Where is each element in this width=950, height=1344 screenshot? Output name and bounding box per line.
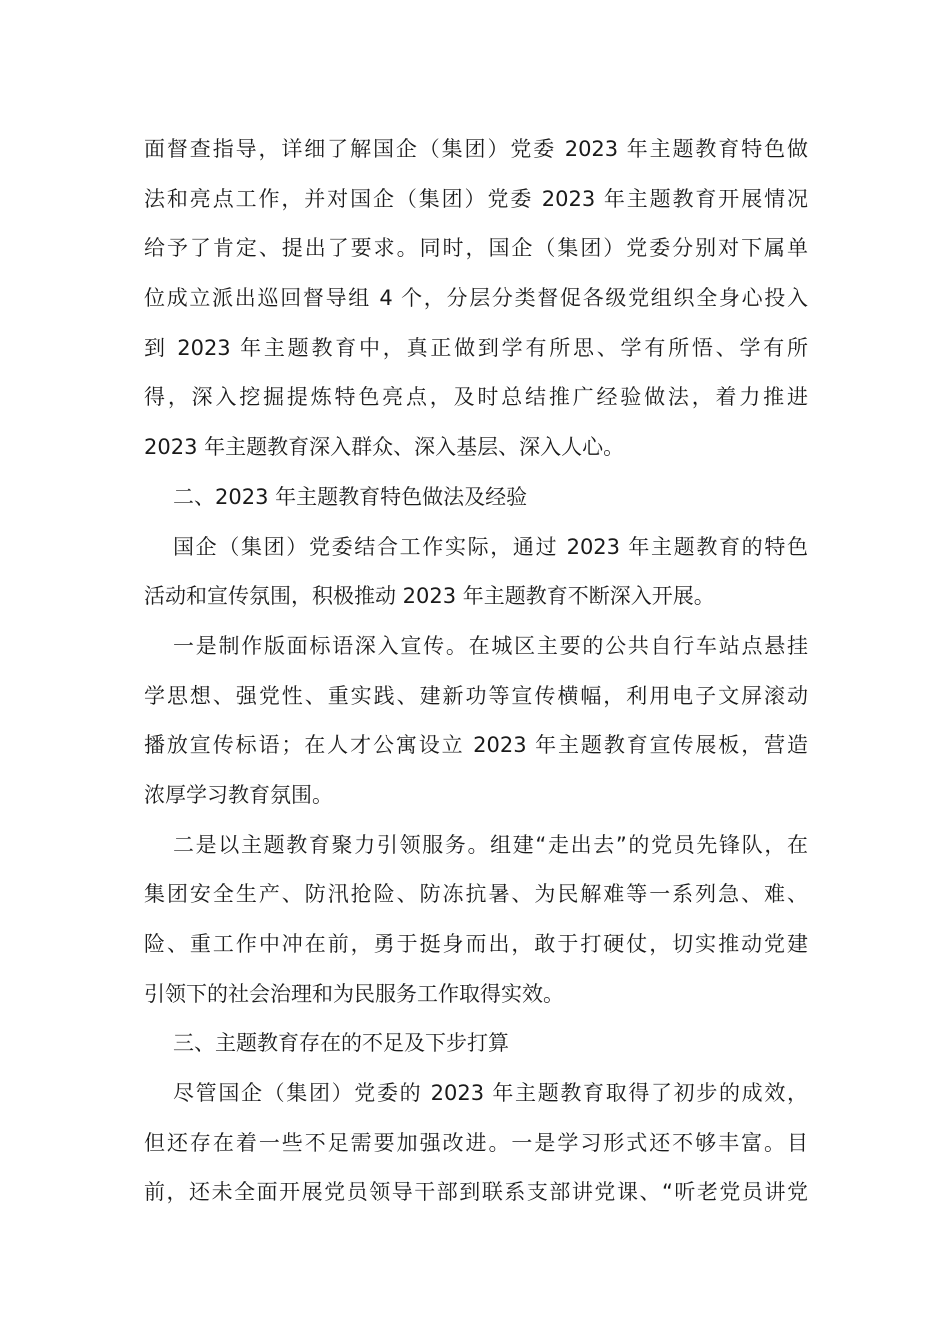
paragraph-line: 位成立派出巡回督导组 4 个，分层分类督促各级党组织全身心投入 xyxy=(144,286,808,311)
paragraph-line: 学思想、强党性、重实践、建新功等宣传横幅，利用电子文屏滚动 xyxy=(144,683,808,708)
paragraph-line: 到 2023 年主题教育中，真正做到学有所思、学有所悟、学有所 xyxy=(144,335,808,360)
section-heading: 二、2023 年主题教育特色做法及经验 xyxy=(173,484,528,509)
paragraph-line: 但还存在着一些不足需要加强改进。一是学习形式还不够丰富。目 xyxy=(144,1130,808,1155)
paragraph-line: 2023 年主题教育深入群众、深入基层、深入人心。 xyxy=(144,435,625,460)
paragraph-line: 尽管国企（集团）党委的 2023 年主题教育取得了初步的成效， xyxy=(173,1081,808,1106)
document-body xyxy=(144,125,808,1218)
paragraph-line: 给予了肯定、提出了要求。同时，国企（集团）党委分别对下属单 xyxy=(144,236,808,261)
paragraph-line: 浓厚学习教育氛围。 xyxy=(144,782,333,807)
section-heading: 三、主题教育存在的不足及下步打算 xyxy=(173,1031,509,1056)
paragraph-line: 得，深入挖掘提炼特色亮点，及时总结推广经验做法，着力推进 xyxy=(144,385,808,410)
paragraph-line: 引领下的社会治理和为民服务工作取得实效。 xyxy=(144,981,564,1006)
paragraph-line: 法和亮点工作，并对国企（集团）党委 2023 年主题教育开展情况 xyxy=(144,186,808,211)
paragraph-line: 二是以主题教育聚力引领服务。组建“走出去”的党员先锋队，在 xyxy=(173,832,808,857)
paragraph-line: 前，还未全面开展党员领导干部到联系支部讲党课、“听老党员讲党 xyxy=(144,1180,808,1205)
paragraph-line: 播放宣传标语；在人才公寓设立 2023 年主题教育宣传展板，营造 xyxy=(144,733,808,758)
paragraph-line: 国企（集团）党委结合工作实际，通过 2023 年主题教育的特色 xyxy=(173,534,808,559)
paragraph-line: 险、重工作中冲在前，勇于挺身而出，敢于打硬仗，切实推动党建 xyxy=(144,932,808,956)
paragraph-line: 一是制作版面标语深入宣传。在城区主要的公共自行车站点悬挂 xyxy=(173,633,808,658)
paragraph-line: 面督查指导，详细了解国企（集团）党委 2023 年主题教育特色做 xyxy=(144,137,808,161)
paragraph-line: 集团安全生产、防汛抢险、防冻抗暑、为民解难等一系列急、难、 xyxy=(144,882,808,907)
paragraph-line: 活动和宣传氛围，积极推动 2023 年主题教育不断深入开展。 xyxy=(144,584,715,609)
